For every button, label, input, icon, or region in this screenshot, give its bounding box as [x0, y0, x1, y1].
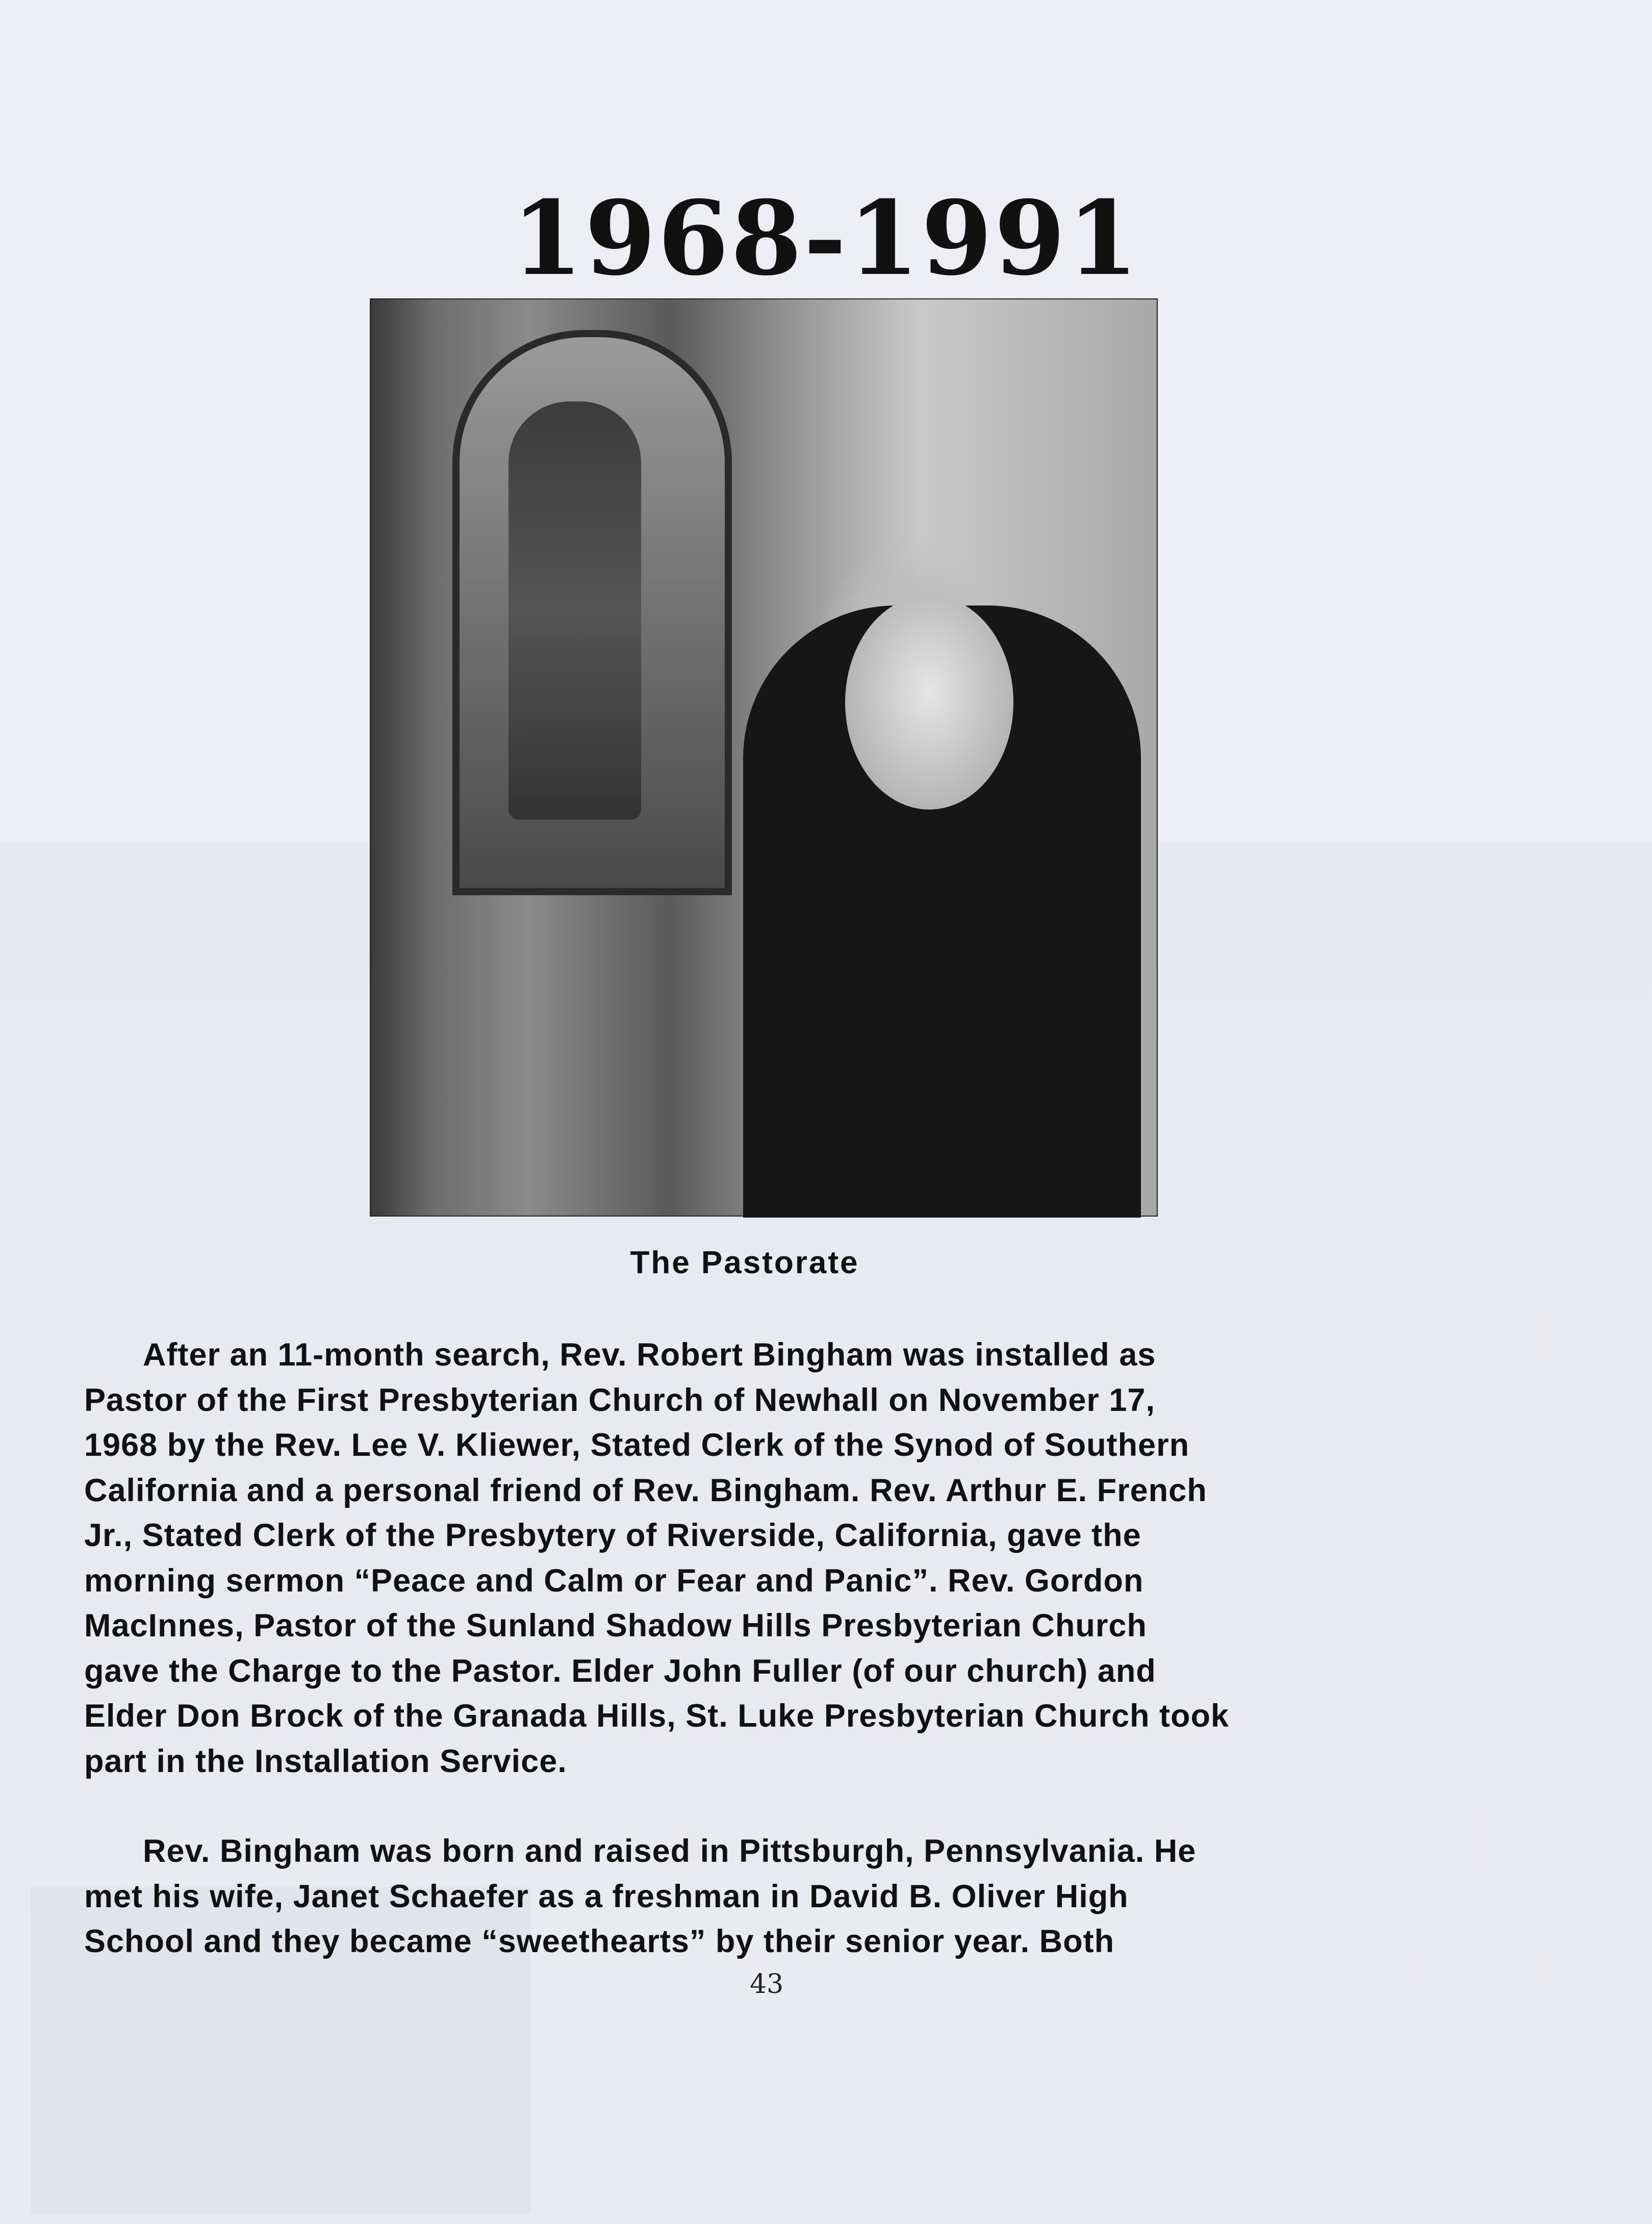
text-line: met his wife, Janet Schaefer as a freshman in David B. Oliver High [84, 1878, 1129, 1914]
body-text [84, 1332, 1461, 1964]
text-line: California and a personal friend of Rev. Bingham. Rev. Arthur E. French [84, 1472, 1207, 1508]
stained-glass-figure [509, 401, 641, 820]
paragraph-1 [84, 1332, 1461, 1784]
text-line: 1968 by the Rev. Lee V. Kliewer, Stated Clerk of the Synod of Southern [84, 1427, 1190, 1463]
text-line: Jr., Stated Clerk of the Presbytery of Riverside, California, gave the [84, 1518, 1141, 1553]
page-number: 43 [750, 1969, 784, 2000]
text-line: morning sermon “Peace and Calm or Fear and Panic”. Rev. Gordon [84, 1562, 1144, 1599]
text-line: part in the Installation Service. [84, 1743, 567, 1779]
text-line: Elder Don Brock of the Granada Hills, St. Luke Presbyterian Church took [84, 1698, 1229, 1734]
photo-caption: The Pastorate [630, 1245, 859, 1280]
text-line: Pastor of the First Presbyterian Church of Newhall on November 17, [84, 1382, 1155, 1418]
text-line: School and they became “sweethearts” by their senior year. Both [84, 1924, 1115, 1959]
text-line: Rev. Bingham was born and raised in Pittsburgh, Pennsylvania. He [143, 1833, 1197, 1869]
page-title: 1968-1991 [512, 179, 1140, 298]
text-line: gave the Charge to the Pastor. Elder John Fuller (of our church) and [84, 1653, 1156, 1689]
paragraph-2 [84, 1829, 1461, 1964]
pastor-face [845, 595, 1013, 810]
pastor-photo [370, 298, 1158, 1217]
paragraph-gap [84, 1784, 1461, 1829]
text-line: After an 11-month search, Rev. Robert Bingham was installed as [143, 1337, 1156, 1373]
text-line: MacInnes, Pastor of the Sunland Shadow Hills Presbyterian Church [84, 1608, 1147, 1644]
